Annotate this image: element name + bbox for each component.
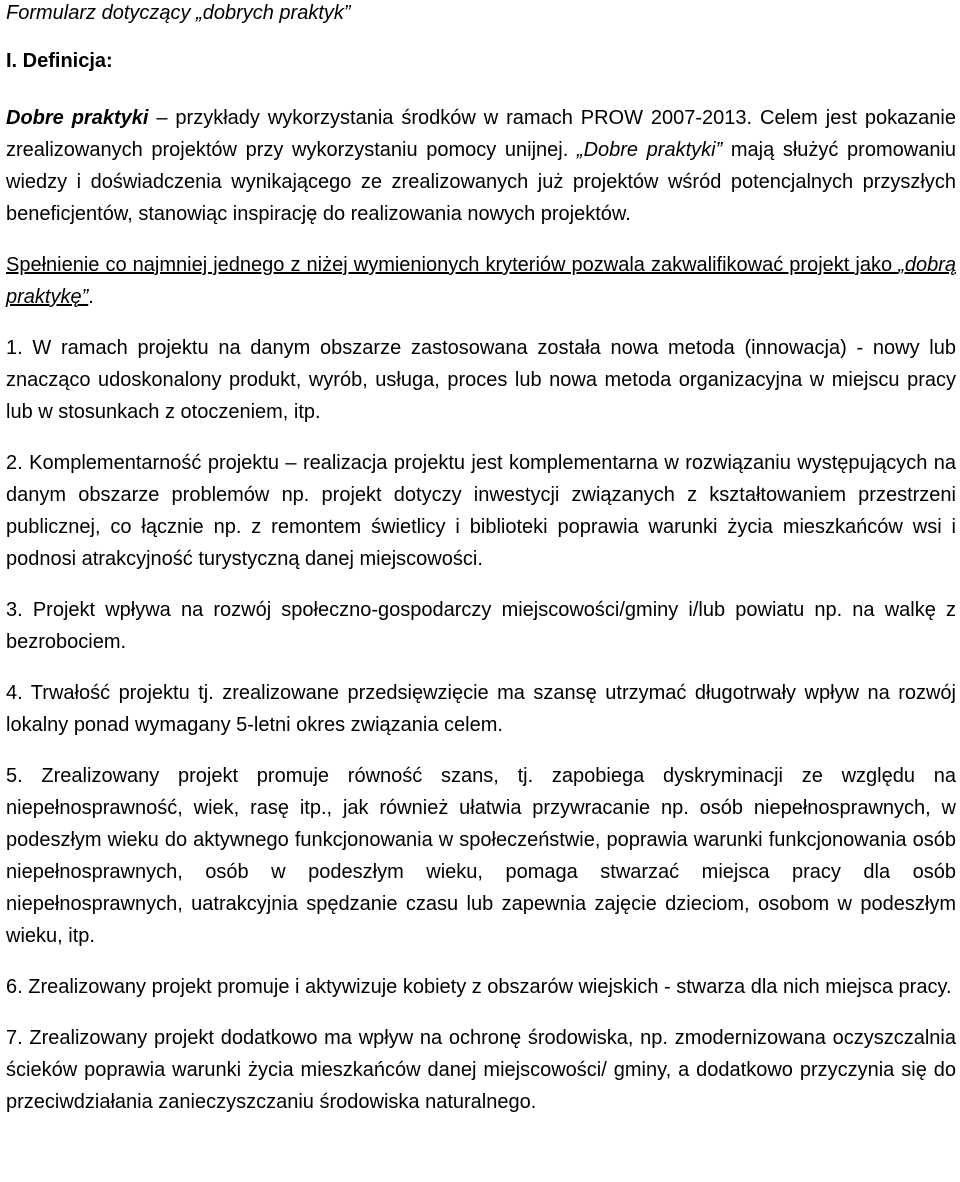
criterion-item: 4. Trwałość projektu tj. zrealizowane przedsięwzięcie ma szansę utrzymać długotrwały wpływ na rozwój lokalny ponad wymagany 5-letni okres związania celem.	[6, 682, 956, 736]
section-heading-definition: I. Definicja:	[6, 50, 113, 72]
criterion-item: 5. Zrealizowany projekt promuje równość szans, tj. zapobiega dyskryminacji ze względu na niepełnosprawność, wiek, rasę itp., jak również ułatwia przywracanie np. osób niepełnosprawnych, w podeszłym wieku do aktywnego funkcjonowania w społeczeństwie, poprawia warunki funkcjonowania osób niepełnosprawnych, osób w podeszłym wieku, pomaga stwarzać miejsca pracy dla osób niepełnosprawnych, uatrakcyjnia spędzanie czasu lub zapewnia zajęcie dzieciom, osobom w podeszłym wieku, itp.	[6, 765, 956, 947]
definition-term: Dobre praktyki	[6, 107, 149, 129]
definition-term-quoted: „Dobre praktyki”	[576, 139, 723, 161]
criteria-intro-end: .	[88, 286, 94, 308]
criterion-item: 7. Zrealizowany projekt dodatkowo ma wpływ na ochronę środowiska, np. zmodernizowana oczyszczalnia ścieków poprawia warunki życia mieszkańców danej miejscowości/ gminy, a dodatkowo przyczynia się do przeciwdziałania zanieczyszczaniu środowiska naturalnego.	[6, 1027, 956, 1113]
criteria-intro-paragraph	[6, 249, 956, 313]
definition-paragraph	[6, 102, 956, 230]
criterion-item: 6. Zrealizowany projekt promuje i aktywizuje kobiety z obszarów wiejskich - stwarza dla nich miejsca pracy.	[6, 976, 952, 998]
definition-text-part2: mają służyć promowaniu wiedzy i doświadczenia wynikającego ze zrealizowanych już projektów wśród potencjalnych przyszłych beneficjentów, stanowiąc inspirację do realizowania nowych projektów.	[6, 139, 957, 225]
criteria-intro-emphasis: „dobrą praktykę”	[6, 254, 956, 308]
criteria-list	[6, 332, 956, 1118]
criteria-intro-text: Spełnienie co najmniej jednego z niżej wymienionych kryteriów pozwala zakwalifikować projekt jako	[6, 254, 899, 276]
criterion-item: 3. Projekt wpływa na rozwój społeczno-gospodarczy miejscowości/gminy i/lub powiatu np. na walkę z bezrobociem.	[6, 599, 956, 653]
document-title: Formularz dotyczący „dobrych praktyk”	[6, 2, 351, 24]
definition-text-part1: – przykłady wykorzystania środków w ramach PROW 2007-2013. Celem jest pokazanie zrealizowanych projektów przy wykorzystaniu pomocy unijnej.	[6, 107, 956, 161]
criterion-item: 1. W ramach projektu na danym obszarze zastosowana została nowa metoda (innowacja) - nowy lub znacząco udoskonalony produkt, wyrób, usługa, proces lub nowa metoda organizacyjna w miejscu pracy lub w stosunkach z otoczeniem, itp.	[6, 337, 956, 423]
criterion-item: 2. Komplementarność projektu – realizacja projektu jest komplementarna w rozwiązaniu występujących na danym obszarze problemów np. projekt dotyczy inwestycji związanych z kształtowaniem przestrzeni publicznej, co łącznie np. z remontem świetlicy i biblioteki poprawia warunki życia mieszkańców wsi i podnosi atrakcyjność turystyczną danej miejscowości.	[6, 452, 956, 570]
